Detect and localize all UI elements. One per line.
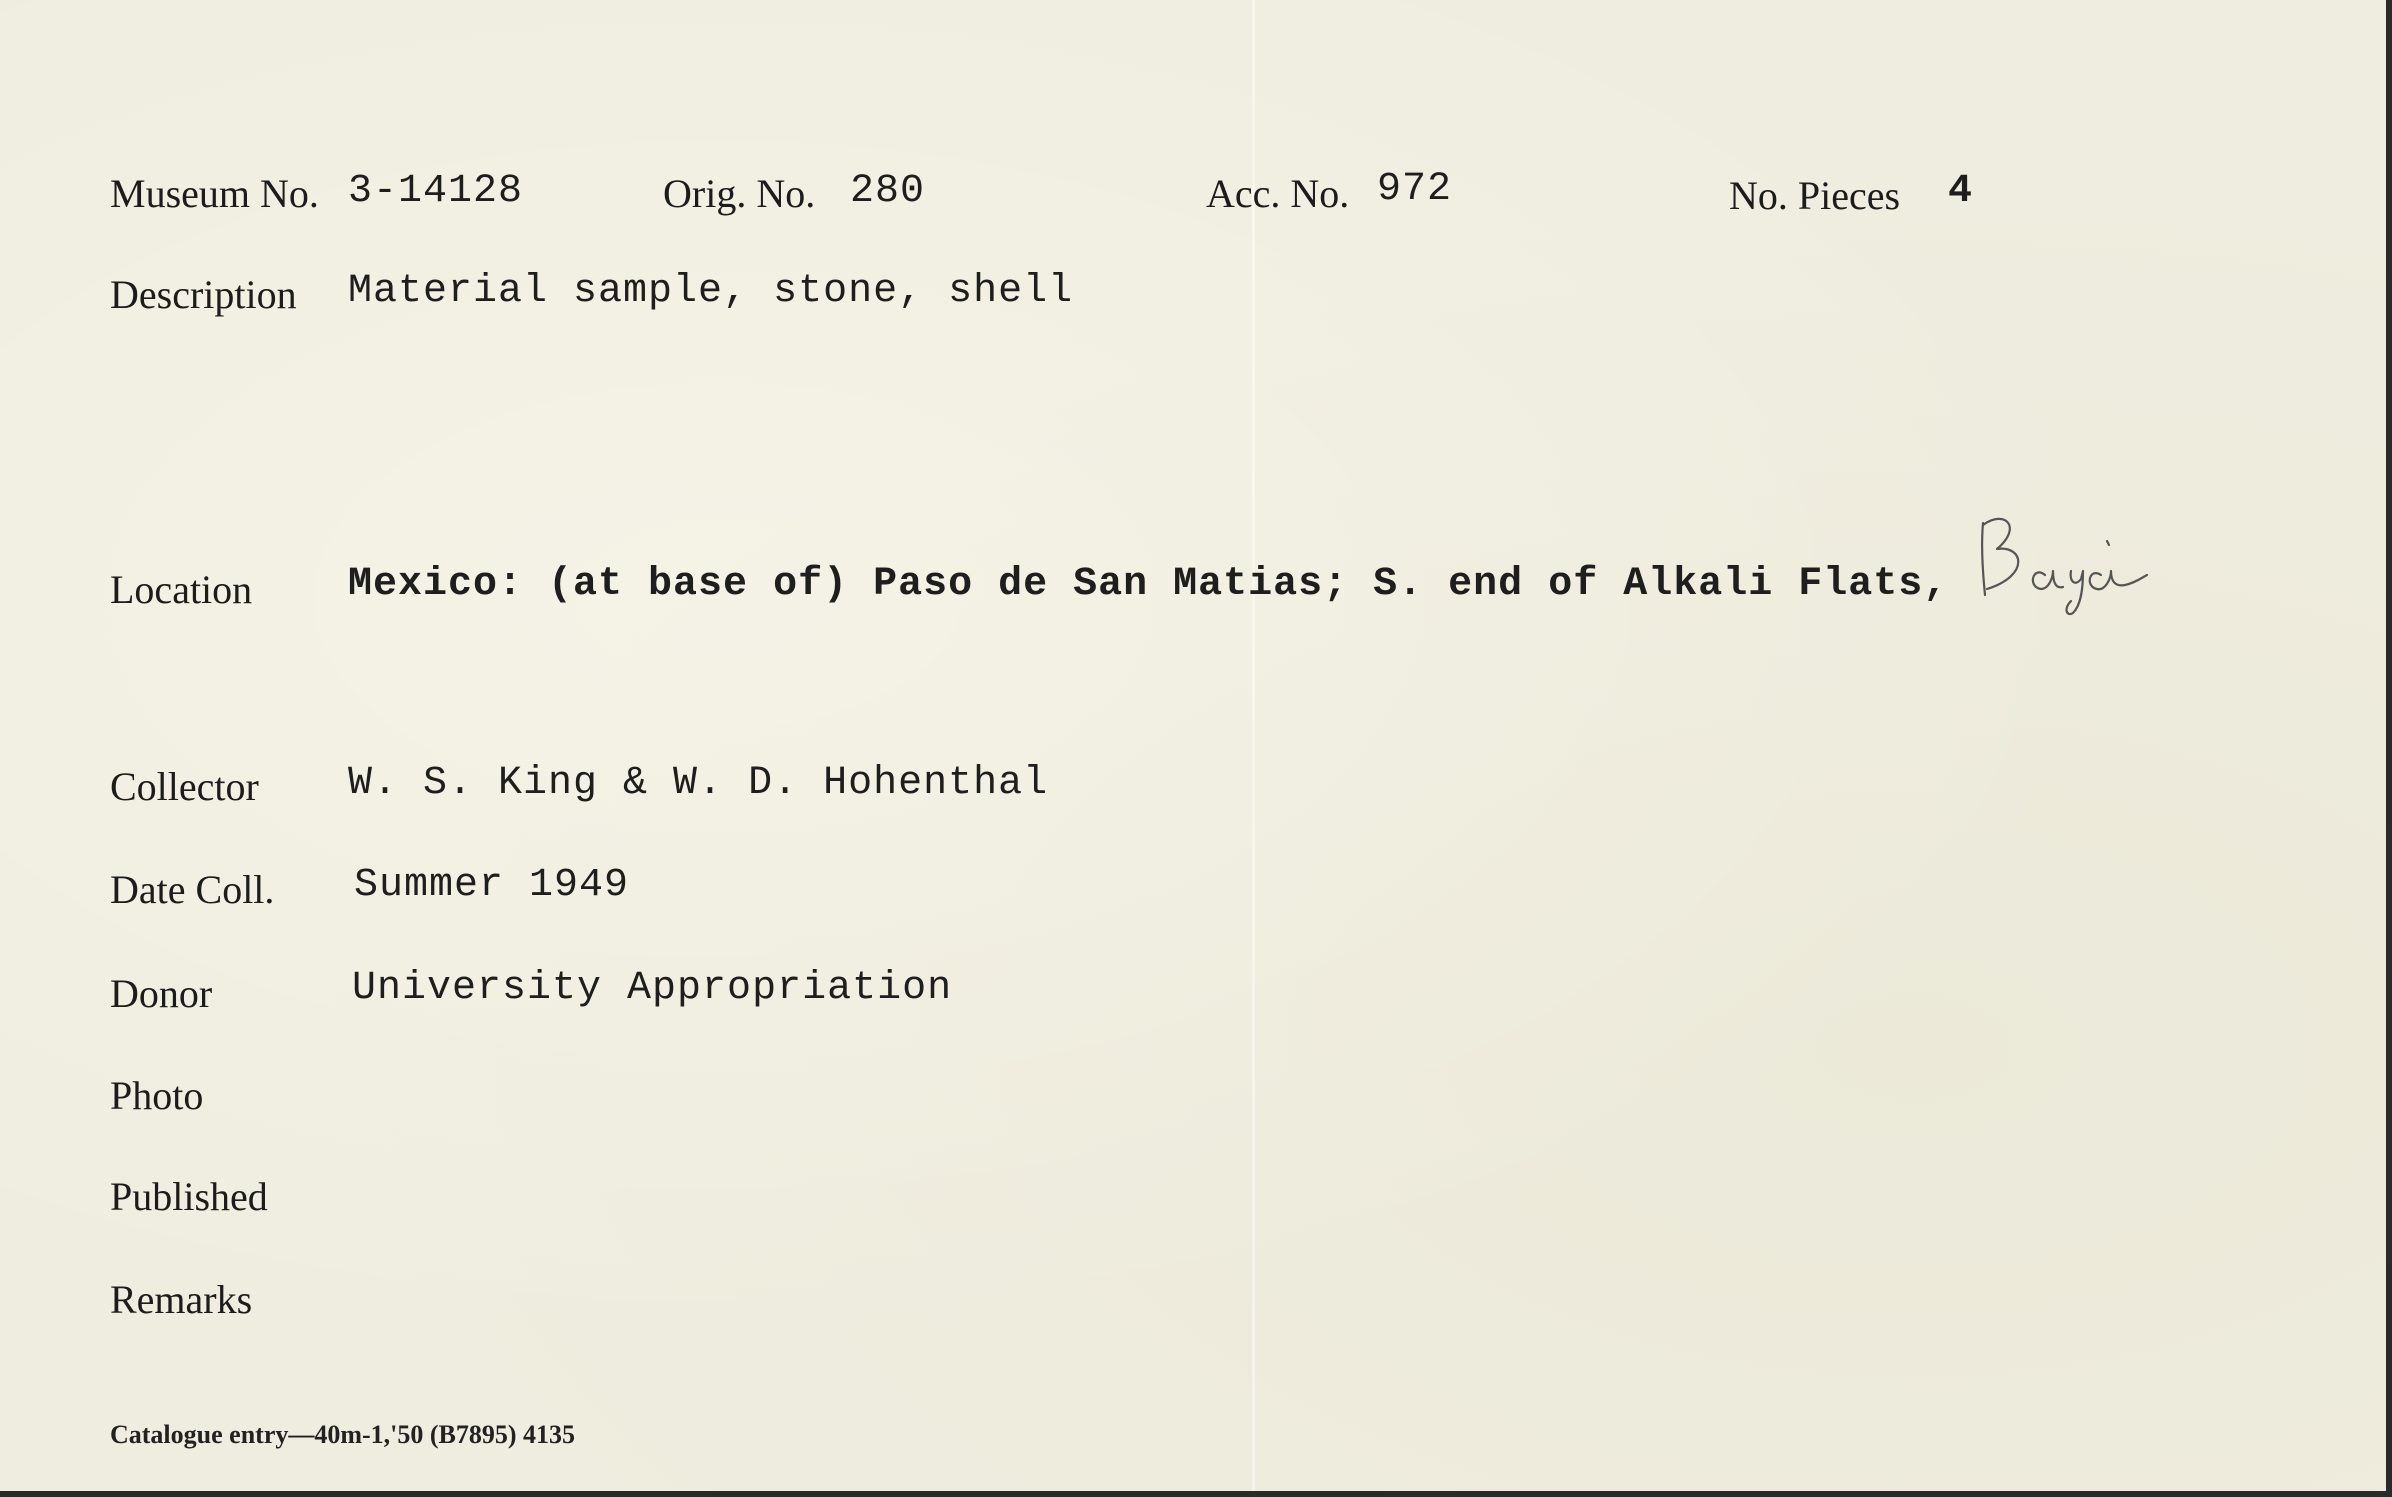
museum-no-value: 3-14128 xyxy=(348,169,524,214)
donor-value: University Appropriation xyxy=(352,966,953,1011)
location-label: Location xyxy=(110,567,253,612)
description-value: Material sample, stone, shell xyxy=(348,269,1074,314)
acc-no-value: 972 xyxy=(1377,167,1453,212)
card-fold-line xyxy=(1252,0,1255,1497)
photo-label: Photo xyxy=(110,1073,204,1118)
published-label: Published xyxy=(110,1174,268,1219)
collector-label: Collector xyxy=(110,764,259,809)
handwritten-baja xyxy=(1975,505,2155,625)
collector-value: W. S. King & W. D. Hohenthal xyxy=(348,761,1049,806)
museum-no-label: Museum No. xyxy=(110,171,319,216)
card-edge-bottom xyxy=(0,1491,2392,1497)
no-pieces-label: No. Pieces xyxy=(1729,173,1901,218)
orig-no-value: 280 xyxy=(850,169,926,214)
orig-no-label: Orig. No. xyxy=(663,171,816,216)
location-value: Mexico: (at base of) Paso de San Matias; S. end of Alkali Flats, xyxy=(348,562,1949,607)
no-pieces-value: 4 xyxy=(1948,169,1974,214)
donor-label: Donor xyxy=(110,971,213,1016)
card-edge-right xyxy=(2386,0,2392,1497)
description-label: Description xyxy=(110,272,297,317)
catalogue-entry-footer: Catalogue entry—40m-1,'50 (B7895) 4135 xyxy=(110,1420,576,1449)
date-coll-label: Date Coll. xyxy=(110,867,275,912)
acc-no-label: Acc. No. xyxy=(1206,171,1350,216)
date-coll-value: Summer 1949 xyxy=(354,863,630,908)
remarks-label: Remarks xyxy=(110,1277,253,1322)
